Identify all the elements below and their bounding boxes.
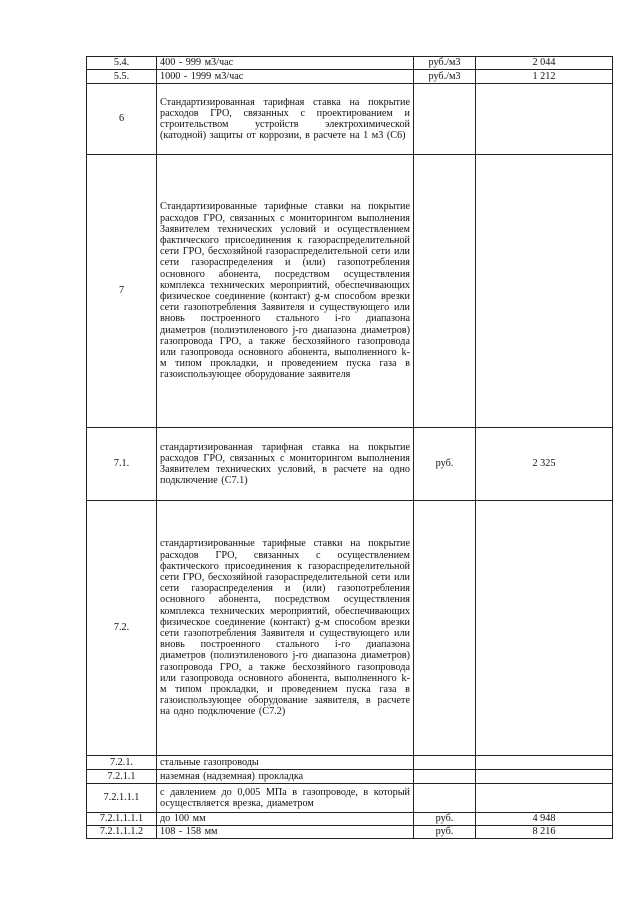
row-value: [476, 770, 613, 784]
row-unit: [414, 155, 476, 428]
row-number: 7.2.1.1.1: [87, 784, 157, 813]
row-unit: [414, 501, 476, 756]
row-number: 5.5.: [87, 70, 157, 84]
row-number: 7.2.: [87, 501, 157, 756]
row-description: стандартизированная тарифная ставка на покрытие расходов ГРО, связанных с мониторингом выполнения Заявителем технических условий, в расчете на одно подключение (С7.1): [157, 428, 414, 501]
row-description: с давлением до 0,005 МПа в газопроводе, в который осуществляется врезка, диаметром: [157, 784, 414, 813]
row-unit: руб.: [414, 428, 476, 501]
table-row: [87, 428, 613, 501]
row-unit: [414, 770, 476, 784]
row-unit: [414, 84, 476, 155]
table-row: [87, 501, 613, 756]
row-value: [476, 756, 613, 770]
row-number: 6: [87, 84, 157, 155]
row-value: [476, 501, 613, 756]
row-value: [476, 84, 613, 155]
table-row: [87, 784, 613, 813]
row-unit: руб.: [414, 813, 476, 826]
row-description: наземная (надземная) прокладка: [157, 770, 414, 784]
row-description: Стандартизированная тарифная ставка на покрытие расходов ГРО, связанных с проектированием и строительством устройств электрохимической (катодной) защиты от коррозии, в расчете на 1 м3 (С6): [157, 84, 414, 155]
tariff-table: [86, 56, 613, 839]
row-number: 7.2.1.1.1.2: [87, 826, 157, 839]
row-value: [476, 155, 613, 428]
row-number: 5.4.: [87, 57, 157, 70]
row-description: 1000 - 1999 м3/час: [157, 70, 414, 84]
row-description: 108 - 158 мм: [157, 826, 414, 839]
row-number: 7: [87, 155, 157, 428]
row-description: стандартизированные тарифные ставки на покрытие расходов ГРО, связанных с осуществлением фактического присоединения к газораспределительной сети ГРО, бесхозяйной газораспределительной сети или сети газораспределения и (или) газопотребления основного абонента, посредством осуществления комплекса технических мероприятий, обеспечивающих физическое соединение (контакт) g-м способом врезки сети газопотребления Заявителя и существующего или вновь построенного стального i-го диапазона диаметров (полиэтиленового j-го диапазона диаметров) газопровода ГРО, а также бесхозяйного газопровода или газопровода основного абонента, выполненного k-м типом прокладки, и проведением пуска газа в газоиспользующее оборудование заявителя, в расчете на одно подключение (С7.2): [157, 501, 414, 756]
row-number: 7.2.1.: [87, 756, 157, 770]
row-value: 8 216: [476, 826, 613, 839]
row-unit: [414, 784, 476, 813]
table-row: [87, 155, 613, 428]
row-description: 400 - 999 м3/час: [157, 57, 414, 70]
table-row: [87, 70, 613, 84]
row-number: 7.2.1.1: [87, 770, 157, 784]
row-description: стальные газопроводы: [157, 756, 414, 770]
row-unit: руб.: [414, 826, 476, 839]
row-description: до 100 мм: [157, 813, 414, 826]
table-row: [87, 84, 613, 155]
table-row: [87, 756, 613, 770]
row-unit: руб./м3: [414, 70, 476, 84]
table-row: [87, 813, 613, 826]
row-value: 4 948: [476, 813, 613, 826]
row-unit: [414, 756, 476, 770]
row-value: 1 212: [476, 70, 613, 84]
row-value: 2 325: [476, 428, 613, 501]
row-number: 7.1.: [87, 428, 157, 501]
row-description: Стандартизированные тарифные ставки на покрытие расходов ГРО, связанных с мониторингом выполнения Заявителем технических условий и осуществлением фактического присоединения к газораспределительной сети ГРО, бесхозяйной газораспределительной сети или сети газораспределения и (или) газопотребления основного абонента, посредством осуществления комплекса технических мероприятий, обеспечивающих физическое соединение (контакт) g-м способом врезки сети газопотребления Заявителя и существующего или вновь построенного стального i-го диапазона диаметров (полиэтиленового j-го диапазона диаметров) газопровода ГРО, а также бесхозяйного газопровода или газопровода основного абонента, выполненного k-м типом прокладки, и проведением пуска газа в газоиспользующее оборудование заявителя: [157, 155, 414, 428]
row-value: 2 044: [476, 57, 613, 70]
row-unit: руб./м3: [414, 57, 476, 70]
row-value: [476, 784, 613, 813]
row-number: 7.2.1.1.1.1: [87, 813, 157, 826]
table-row: [87, 770, 613, 784]
table-row: [87, 57, 613, 70]
table-row: [87, 826, 613, 839]
